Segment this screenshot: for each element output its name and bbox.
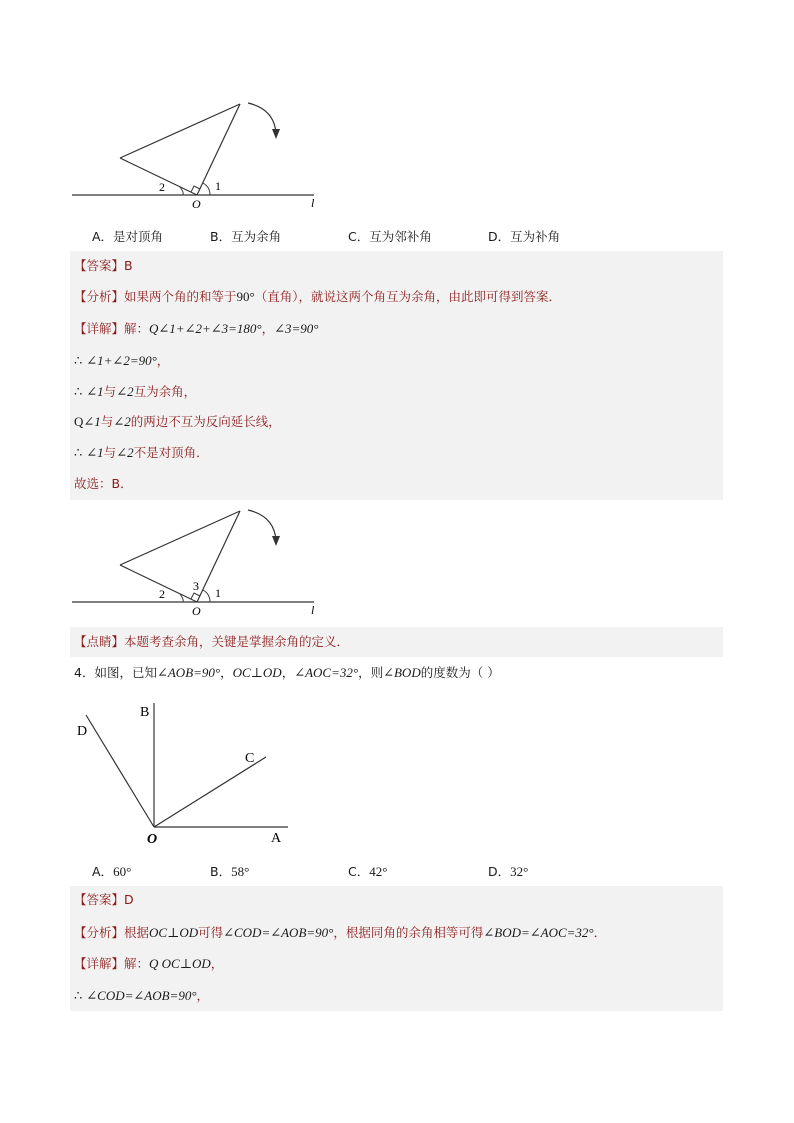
analysis-label: 【分析】 xyxy=(74,925,125,940)
q3-analysis: 【分析】如果两个角的和等于90°（直角），就说这两个角互为余角，由此即可得到答案． xyxy=(74,289,561,304)
rotation-arrow xyxy=(248,510,276,540)
figure-1 xyxy=(70,95,330,215)
label-2: 2 xyxy=(159,587,165,601)
analysis-label: 【分析】 xyxy=(74,289,125,304)
q4-option-b: B．58° xyxy=(210,864,250,879)
angle-1-arc xyxy=(203,183,210,195)
q4-option-d: D．32° xyxy=(488,864,529,879)
q4-detail: 【详解】解：Q OC⊥OD， xyxy=(74,956,224,971)
angle-1-arc xyxy=(203,590,210,602)
q3-option-b: B．互为余角 xyxy=(210,229,282,244)
triangle-side-left xyxy=(120,511,240,565)
q4-answer xyxy=(74,891,134,909)
label-2: 2 xyxy=(159,180,165,194)
q4-analysis: 【分析】根据OC⊥OD可得∠COD=∠AOB=90°，根据同角的余角相等可得∠BOD=∠AOC=32°． xyxy=(74,925,607,940)
label-c: C xyxy=(245,751,255,766)
figure-2 xyxy=(70,502,330,622)
label-o: O xyxy=(192,197,201,211)
q3-option-c: C．互为邻补角 xyxy=(348,229,432,244)
q3-option-d: D．互为补角 xyxy=(488,229,561,244)
q3-step-2: ∴ ∠1与∠2互为余角， xyxy=(74,384,197,399)
q3-choice: 故选：B． xyxy=(74,476,133,491)
label-o: O xyxy=(192,604,201,618)
q4-option-c: C．42° xyxy=(348,864,388,879)
q4-question: 4．如图，已知∠AOB=90°，OC⊥OD，∠AOC=32°，则∠BOD的度数为（ ） xyxy=(74,665,500,680)
detail-label: 【详解】 xyxy=(74,956,125,971)
arrow-head xyxy=(272,536,280,546)
q3-comment: 【点睛】本题考查余角，关键是掌握余角的定义． xyxy=(74,634,350,649)
label-d: D xyxy=(77,724,88,739)
label-3: 3 xyxy=(193,579,199,593)
q3-answer xyxy=(74,257,133,275)
q4-option-a: A．60° xyxy=(92,864,132,879)
label-a: A xyxy=(271,831,282,846)
q3-detail: 【详解】解：Q∠1+∠2+∠3=180°，∠3=90° xyxy=(74,321,319,336)
answer-label: 【答案】 xyxy=(74,892,125,907)
label-l: l xyxy=(311,196,315,210)
q4-step-1: ∴ ∠COD=∠AOB=90°， xyxy=(74,988,210,1003)
q3-step-4: ∴ ∠1与∠2不是对顶角． xyxy=(74,445,209,460)
arrow-head xyxy=(272,129,280,139)
detail-label: 【详解】 xyxy=(74,321,125,336)
answer-value: B xyxy=(124,258,133,273)
triangle-side-left xyxy=(120,104,240,158)
comment-label: 【点睛】 xyxy=(74,634,125,649)
answer-value: D xyxy=(124,892,134,907)
label-o: O xyxy=(147,832,158,847)
rotation-arrow xyxy=(248,103,276,133)
label-1: 1 xyxy=(215,586,221,600)
q3-option-a: A．是对顶角 xyxy=(92,229,164,244)
label-1: 1 xyxy=(215,179,221,193)
figure-3 xyxy=(70,695,300,855)
ray-oc xyxy=(154,757,266,827)
ray-od xyxy=(86,715,154,827)
q3-step-3: Q∠1与∠2的两边不互为反向延长线， xyxy=(74,414,281,429)
answer-label: 【答案】 xyxy=(74,258,125,273)
q3-step-1: ∴ ∠1+∠2=90°， xyxy=(74,353,170,368)
label-l: l xyxy=(311,603,315,617)
label-b: B xyxy=(140,705,150,720)
